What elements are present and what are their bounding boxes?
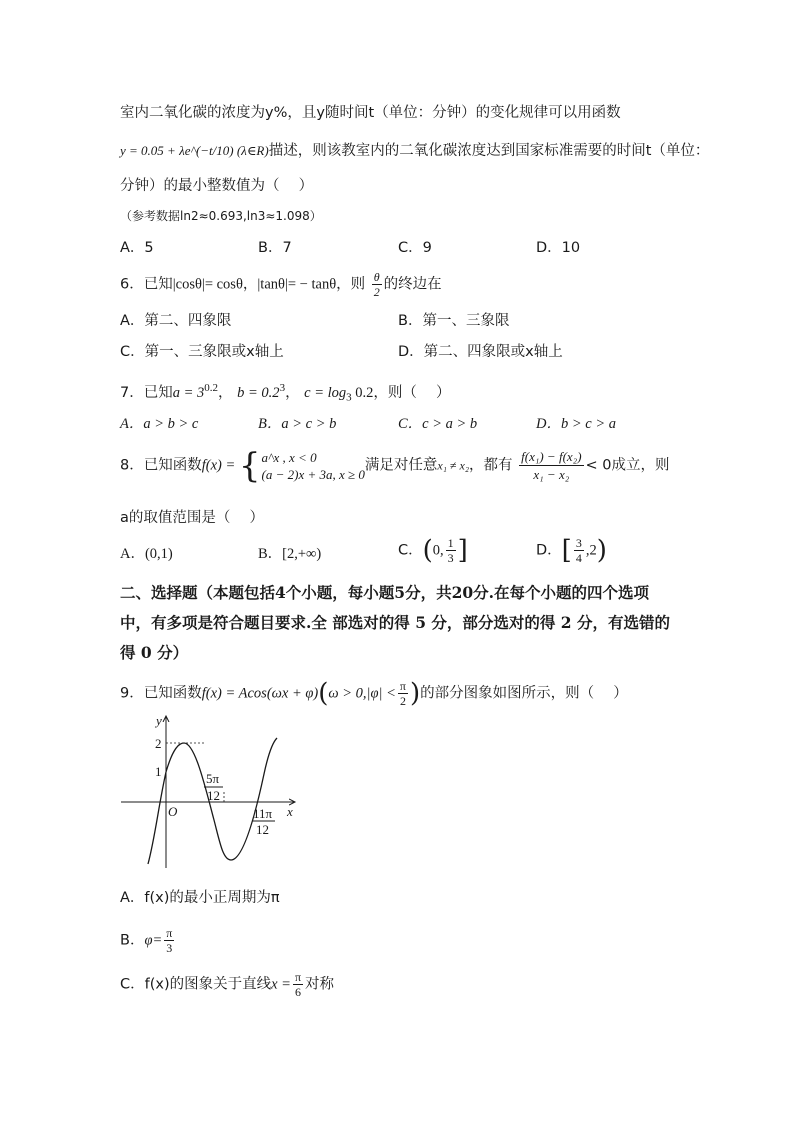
q9-option-c: [120, 970, 334, 999]
y-tick-2: 2: [155, 736, 162, 751]
q8-optc-rbracket: ]: [457, 535, 468, 566]
q8-optd-lbracket: [: [561, 535, 572, 566]
q6-sep: ，: [242, 276, 258, 293]
q6-option-b: B．第一、三象限: [398, 313, 510, 329]
q9-cond-den: 2: [399, 694, 406, 708]
q8-line2: a的取值范围是（ ）: [120, 510, 264, 526]
q7-option-c: C．c > a > b: [398, 416, 478, 432]
x-axis-label: x: [287, 804, 293, 819]
q6-half-theta: [372, 270, 382, 299]
q5-option-b: B．7: [258, 240, 292, 256]
q9-option-a: A．f(x)的最小正周期为π: [120, 890, 280, 906]
q9-cosine-graph: [115, 708, 315, 870]
q8-frac: [519, 448, 583, 483]
q5-option-a: A．5: [120, 240, 154, 256]
q5-line2: [120, 140, 709, 162]
q9-optc-x: x =: [271, 976, 291, 993]
q7-option-a: A．a > b > c: [120, 416, 199, 432]
q6-stem-post: 的终边在: [383, 276, 442, 293]
q6-stem: [120, 270, 442, 299]
q8-option-b: B．[2,+∞): [258, 546, 322, 562]
q5-line1: 室内二氧化碳的浓度为y%，且y随时间t（单位：分钟）的变化规律可以用函数: [120, 105, 621, 121]
x-tick-5pi-12-den: 12: [207, 788, 220, 803]
y-axis-label: y: [156, 713, 162, 728]
q7-stem-pre: 7．已知: [120, 384, 173, 401]
q6-cond1: |cosθ|= cosθ: [172, 276, 243, 293]
q7-option-d: D．b > c > a: [536, 416, 616, 432]
q9-option-b: [120, 926, 176, 955]
q9-rparen: ): [409, 678, 421, 709]
y-tick-1: 1: [155, 764, 162, 779]
q8-optd-frac: [574, 536, 584, 565]
q9-optb-den: 3: [166, 941, 173, 955]
q5-option-c: C．9: [398, 240, 432, 256]
q8-option-c: [398, 536, 468, 565]
q8-cond: x₁ ≠ x₂: [437, 458, 470, 473]
q6-option-d: D．第二、四象限或x轴上: [398, 344, 563, 360]
q6-option-c: C．第一、三象限或x轴上: [120, 344, 284, 360]
q9-optc-pre: C．: [120, 976, 145, 993]
q8-option-a: A．(0,1): [120, 546, 173, 562]
q7-stem: 7．已知$a = 3^{0.2}$， $b = 0.2^3$， $c = \log_3 0.2$，则（ ）: [120, 382, 451, 404]
q8-optc-pre: C．: [398, 542, 423, 559]
q8-fx: f(x) =: [201, 457, 239, 474]
q8-tail: < 0成立，则: [585, 457, 670, 474]
q5-line2-text: 描述，则该教室内的二氧化碳浓度达到国家标准需要的时间t（单位：: [268, 143, 710, 159]
q9-cond-frac: [398, 679, 408, 708]
q8-optc-lparen: (: [422, 535, 433, 566]
q8-stem-pre: 8．已知函数: [120, 457, 202, 474]
x-tick-11pi-12-den: 12: [256, 822, 269, 837]
q9-optc-tail: 对称: [305, 976, 335, 993]
q8-optd-num: 3: [575, 536, 582, 550]
q7-c: c = log: [304, 384, 347, 401]
q5-formula: y = 0.05 + λe^(−t/10) (λ∈R): [120, 143, 269, 158]
q5-reference: （参考数据ln2≈0.693,ln3≈1.098）: [120, 209, 322, 223]
q9-stem-pre: 9．已知函数: [120, 685, 202, 702]
q7-b: b = 0.2: [237, 384, 280, 401]
q8-optc-frac: [446, 536, 456, 565]
q9-cond: ω > 0,|φ| <: [328, 685, 396, 702]
x-tick-5pi-12-num: 5π: [206, 771, 220, 786]
q8-case1: a^x , x < 0: [261, 449, 317, 465]
q8-stem: [120, 445, 670, 486]
q6-cond2: |tanθ|= − tanθ: [257, 276, 337, 293]
q8-mid: 满足对任意: [364, 457, 438, 474]
q7-c-tail: 0.2: [351, 384, 374, 401]
q9-stem: [120, 679, 628, 708]
q8-frac-num: f(x₁) − f(x₂): [521, 449, 582, 464]
q7-a: a = 3: [172, 384, 205, 401]
q7-a-exp: 0.2: [204, 382, 219, 394]
q5-line3: 分钟）的最小整数值为（ ）: [120, 178, 314, 194]
q9-optc-frac: [293, 970, 303, 999]
q9-optb-num: π: [166, 926, 173, 940]
q9-optc-den: 6: [295, 985, 302, 999]
q8-mid2: ，都有: [469, 457, 513, 474]
q9-optb-lhs: φ=: [144, 932, 163, 949]
q8-case2: (a − 2)x + 3a, x ≥ 0: [261, 466, 365, 482]
q5-option-d: D．10: [536, 240, 581, 256]
x-tick-11pi-12-num: 11π: [253, 806, 273, 821]
q7-b-exp: 3: [279, 382, 286, 394]
q9-cond-num: π: [399, 679, 406, 693]
q8-optc-num: 1: [447, 536, 454, 550]
origin-label: O: [168, 804, 178, 819]
section2-title: 二、选择题（本题包括4个小题，每小题5分，共20分.在每个小题的四个选项中，有多项是符合题目要求.全 部选对的得 5 分，部分选对的得 2 分，有选错的得 0 分）: [120, 583, 670, 662]
q9-lparen: (: [318, 678, 329, 709]
q6-option-a: A．第二、四象限: [120, 313, 232, 329]
q9-optc-text: f(x)的图象关于直线: [144, 976, 272, 993]
q9-optc-num: π: [294, 970, 302, 984]
q9-stem-post: 的部分图象如图所示，则（ ）: [420, 685, 628, 702]
q7-c-sub: 3: [346, 391, 352, 404]
q9-optb-frac: [164, 926, 174, 955]
q7-stem-post: ，则（ ）: [373, 384, 451, 401]
q8-optc-den: 3: [447, 551, 454, 565]
q7-option-b: B．a > c > b: [258, 416, 337, 432]
q6-ze: ，则: [336, 276, 366, 293]
q8-optd-two: ,2: [585, 542, 597, 559]
q8-piecewise: [238, 445, 365, 486]
q8-option-d: [536, 536, 607, 565]
q8-optd-den: 4: [575, 551, 582, 565]
q6-frac-num: θ: [373, 270, 380, 284]
q9-fx: f(x) = Acos(ωx + φ): [201, 685, 319, 702]
q8-optc-zero: 0,: [432, 542, 444, 559]
q8-optd-rparen: ): [596, 535, 607, 566]
q9-optb-pre: B．: [120, 932, 145, 949]
q6-frac-den: 2: [373, 285, 380, 299]
q8-brace: {: [238, 445, 261, 486]
q8-cases: [262, 449, 365, 483]
q6-stem-pre: 6．已知: [120, 276, 173, 293]
q8-optd-pre: D．: [536, 542, 562, 559]
q8-frac-den: x₁ − x₂: [533, 467, 570, 482]
